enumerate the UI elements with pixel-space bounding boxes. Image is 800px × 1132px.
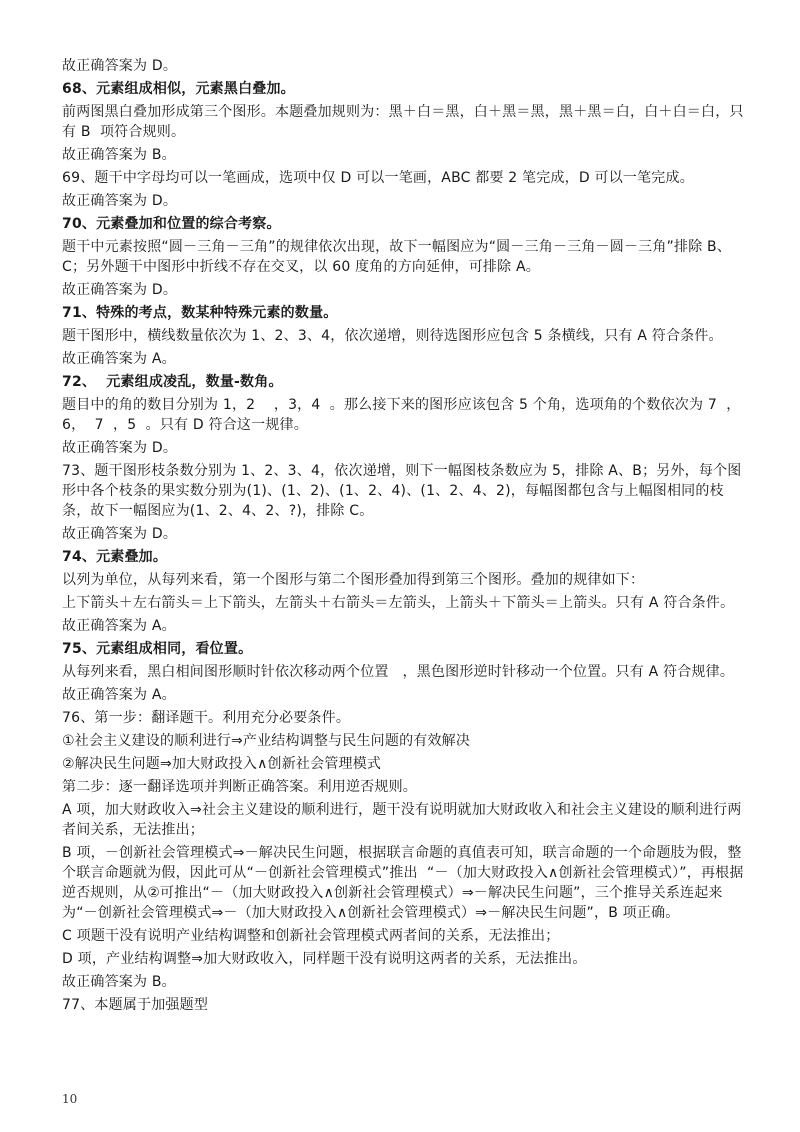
text-line: 故正确答案为 A。 (62, 351, 176, 367)
text-line: B 项，－创新社会管理模式⇒－解决民生问题，根据联言命题的真值表可知，联言命题的一个命题肢为假，整个联言命题就为假，因此可从“－创新社会管理模式”推出 “－（加大财政投入∧创新社会管理模式）”，再根据逆否规则，从②可推出“－（加大财政投入∧创新社会管理模式）⇒－解决民生问题”，三个推导关系连起来为“－创新社会管理模式⇒－（加大财政投入∧创新社会管理模式）⇒－解决民生问题”，B 项正确。 (62, 845, 744, 921)
text-line: 故正确答案为 D。 (62, 193, 178, 209)
text-line: 74、元素叠加。 (62, 549, 168, 565)
page-number: 10 (62, 1092, 78, 1106)
text-line: 题干中元素按照“圆－三角－三角”的规律依次出现，故下一幅图应为“圆－三角－三角－圆－三角”排除 B、C；另外题干中图形中折线不存在交叉，以 60 度角的方向延伸，可排除 A。 (62, 239, 732, 275)
text-line: 77、本题属于加强题型 (62, 997, 209, 1013)
text-line: D 项，产业结构调整⇒加大财政收入，同样题干没有说明这两者的关系，无法推出。 (62, 951, 587, 967)
text-line: 故正确答案为 B。 (62, 147, 176, 163)
text-line: 从每列来看，黑白相间图形顺时针依次移动两个位置 ，黑色图形逆时针移动一个位置。只有 A 符合规律。 (62, 664, 735, 680)
text-line: 故正确答案为 D。 (62, 58, 178, 74)
text-line: 73、题干图形枝条数分别为 1、2、3、4，依次递增，则下一幅图枝条数应为 5，排除 A、B；另外，每个图形中各个枝条的果实数分别为(1)、(1、2)、(1、2、4)、(1、2、4、2)，每幅图都包含与上幅图相同的枝条，故下一幅图应为(1、2、4、2、?)，排除 C。 (62, 463, 742, 519)
text-line: 69、题干中字母均可以一笔画成，选项中仅 D 可以一笔画，ABC 都要 2 笔完成，D 可以一笔完成。 (62, 170, 694, 186)
text-line: ②解决民生问题⇒加大财政投入∧创新社会管理模式 (62, 756, 382, 772)
text-line: 故正确答案为 D。 (62, 526, 178, 542)
text-line: A 项，加大财政收入⇒社会主义建设的顺利进行，题干没有说明就加大财政收入和社会主义建设的顺利进行两者间关系，无法推出； (62, 802, 742, 838)
text-line: ①社会主义建设的顺利进行⇒产业结构调整与民生问题的有效解决 (62, 733, 471, 749)
text-line: C 项题干没有说明产业结构调整和创新社会管理模式两者间的关系，无法推出； (62, 928, 560, 944)
text-line: 故正确答案为 A。 (62, 687, 176, 703)
text-line: 70、元素叠加和位置的综合考察。 (62, 216, 281, 232)
text-line: 68、元素组成相似，元素黑白叠加。 (62, 81, 295, 97)
answer-explanations (62, 56, 746, 1018)
text-line: 前两图黑白叠加形成第三个图形。本题叠加规则为：黑＋白＝黑，白＋黑＝黑，黑＋黑＝白，白＋白＝白，只有 B 项符合规则。 (62, 104, 744, 140)
text-line: 故正确答案为 D。 (62, 440, 178, 456)
text-line: 75、元素组成相同，看位置。 (62, 641, 253, 657)
text-line: 故正确答案为 A。 (62, 618, 176, 634)
text-line: 故正确答案为 D。 (62, 282, 178, 298)
text-line: 72、 元素组成凌乱，数量-数角。 (62, 374, 283, 390)
text-line: 71、特殊的考点，数某种特殊元素的数量。 (62, 305, 338, 321)
text-line: 以列为单位，从每列来看，第一个图形与第二个图形叠加得到第三个图形。叠加的规律如下： (62, 572, 645, 588)
text-line: 故正确答案为 B。 (62, 974, 176, 990)
text-line: 第二步：逐一翻译选项并判断正确答案。利用逆否规则。 (62, 779, 417, 795)
text-line: 题干图形中，横线数量依次为 1、2、3、4，依次递增，则待选图形应包含 5 条横线，只有 A 符合条件。 (62, 328, 723, 344)
text-line: 题目中的角的数目分别为 1，2 ，3，4 。那么接下来的图形应该包含 5 个角，选项角的个数依次为 7 ，6， 7 ，5 。只有 D 符合这一规律。 (62, 397, 741, 433)
text-line: 76、第一步：翻译题干。利用充分必要条件。 (62, 710, 351, 726)
text-line: 上下箭头＋左右箭头＝上下箭头，左箭头＋右箭头＝左箭头，上箭头＋下箭头＝上箭头。只有 A 符合条件。 (62, 595, 735, 611)
